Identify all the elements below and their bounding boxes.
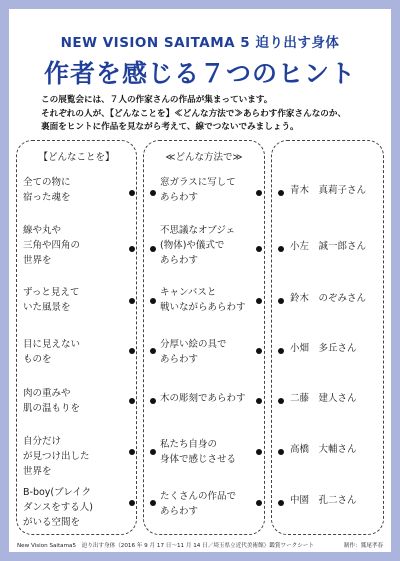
who-dot-2[interactable] xyxy=(278,246,284,252)
intro-line: 裏面をヒントに作品を見ながら考えて、線でつないでみましょう。 xyxy=(41,122,299,132)
how-dot-left-1[interactable] xyxy=(150,190,156,196)
who-dot-1[interactable] xyxy=(278,190,284,196)
what-item-2: 線や丸や 三角や四角の 世界を xyxy=(23,225,81,266)
page-title: 作者を感じる７つのヒント xyxy=(43,59,356,88)
who-dot-4[interactable] xyxy=(278,348,284,354)
what-dot-2[interactable] xyxy=(129,246,135,252)
who-dot-6[interactable] xyxy=(278,449,284,455)
worksheet xyxy=(9,9,391,552)
how-item-6: 私たち自身の 身体で感じさせる xyxy=(160,439,237,465)
exhibition-header: NEW VISION SAITAMA 5 迫り出す身体 xyxy=(60,35,340,51)
artist-name-1: 青木 真莉子さん xyxy=(290,185,367,196)
column-what-header: 【どんなことを】 xyxy=(38,152,115,163)
how-dot-right-1[interactable] xyxy=(256,190,262,196)
intro-line: この展覧会には、７人の作家さんの作品が集まっています。 xyxy=(41,95,273,105)
footer-author: 制作：鷲尾孝春 xyxy=(343,543,383,549)
how-dot-left-2[interactable] xyxy=(150,246,156,252)
how-dot-left-6[interactable] xyxy=(150,449,156,455)
how-item-1: 窓ガラスに写して あらわす xyxy=(160,177,236,203)
what-dot-5[interactable] xyxy=(129,398,135,404)
how-dot-left-3[interactable] xyxy=(150,298,156,304)
what-item-1: 全ての物に 宿った魂を xyxy=(23,177,71,203)
what-dot-4[interactable] xyxy=(129,348,135,354)
how-dot-right-4[interactable] xyxy=(256,348,262,354)
what-dot-6[interactable] xyxy=(129,449,135,455)
how-dot-right-5[interactable] xyxy=(256,398,262,404)
artist-name-4: 小畑 多丘さん xyxy=(290,343,357,354)
artist-name-6: 高橋 大輔さん xyxy=(290,444,357,455)
artist-name-2: 小左 誠一郎さん xyxy=(290,241,367,252)
how-item-7: たくさんの作品で あらわす xyxy=(160,491,237,517)
artist-name-7: 中園 孔二さん xyxy=(290,495,357,506)
what-item-3: ずっと見えて いた風景を xyxy=(23,287,80,313)
column-what xyxy=(16,140,137,535)
column-who xyxy=(271,140,384,535)
what-dot-3[interactable] xyxy=(129,298,135,304)
intro-line: それぞれの人が、【どんなことを】≪どんな方法で≫あらわす作家さんなのか、 xyxy=(41,108,347,119)
who-dot-3[interactable] xyxy=(278,298,284,304)
how-dot-right-3[interactable] xyxy=(256,298,262,304)
what-item-6: 自分だけ が見つけ出した 世界を xyxy=(23,436,90,477)
who-dot-5[interactable] xyxy=(278,398,284,404)
what-dot-7[interactable] xyxy=(129,500,135,506)
how-item-3: キャンバスと 戦いながらあらわす xyxy=(160,287,246,313)
how-item-2: 不思議なオブジェ (物体)や儀式で あらわす xyxy=(160,225,236,266)
who-dot-7[interactable] xyxy=(278,500,284,506)
how-dot-left-5[interactable] xyxy=(150,398,156,404)
footer xyxy=(17,541,383,549)
artist-name-5: 二藤 建人さん xyxy=(290,393,357,404)
how-item-5: 木の彫刻であらわす xyxy=(160,393,246,404)
how-dot-right-6[interactable] xyxy=(256,449,262,455)
how-dot-right-2[interactable] xyxy=(256,246,262,252)
intro-text xyxy=(41,94,381,135)
how-dot-left-7[interactable] xyxy=(150,500,156,506)
column-how xyxy=(143,140,265,535)
footer-credit: New Vision Saitama5 迫り出す身体（2016 年 9 月 17 日～11 月 14 日／埼玉県立近代美術館）鑑賞ワークシート xyxy=(17,543,315,549)
column-how-header: ≪どんな方法で≫ xyxy=(165,152,243,163)
what-item-5: 肉の重みや 肌の温もりを xyxy=(23,388,81,414)
how-dot-right-7[interactable] xyxy=(256,500,262,506)
what-item-4: 目に見えない ものを xyxy=(23,339,81,365)
what-dot-1[interactable] xyxy=(129,190,135,196)
how-item-4: 分厚い絵の具で あらわす xyxy=(160,339,227,365)
artist-name-3: 鈴木 のぞみさん xyxy=(290,293,367,304)
what-item-7: B-boy(ブレイク ダンスをする人) がいる空間を xyxy=(23,487,94,528)
how-dot-left-4[interactable] xyxy=(150,348,156,354)
